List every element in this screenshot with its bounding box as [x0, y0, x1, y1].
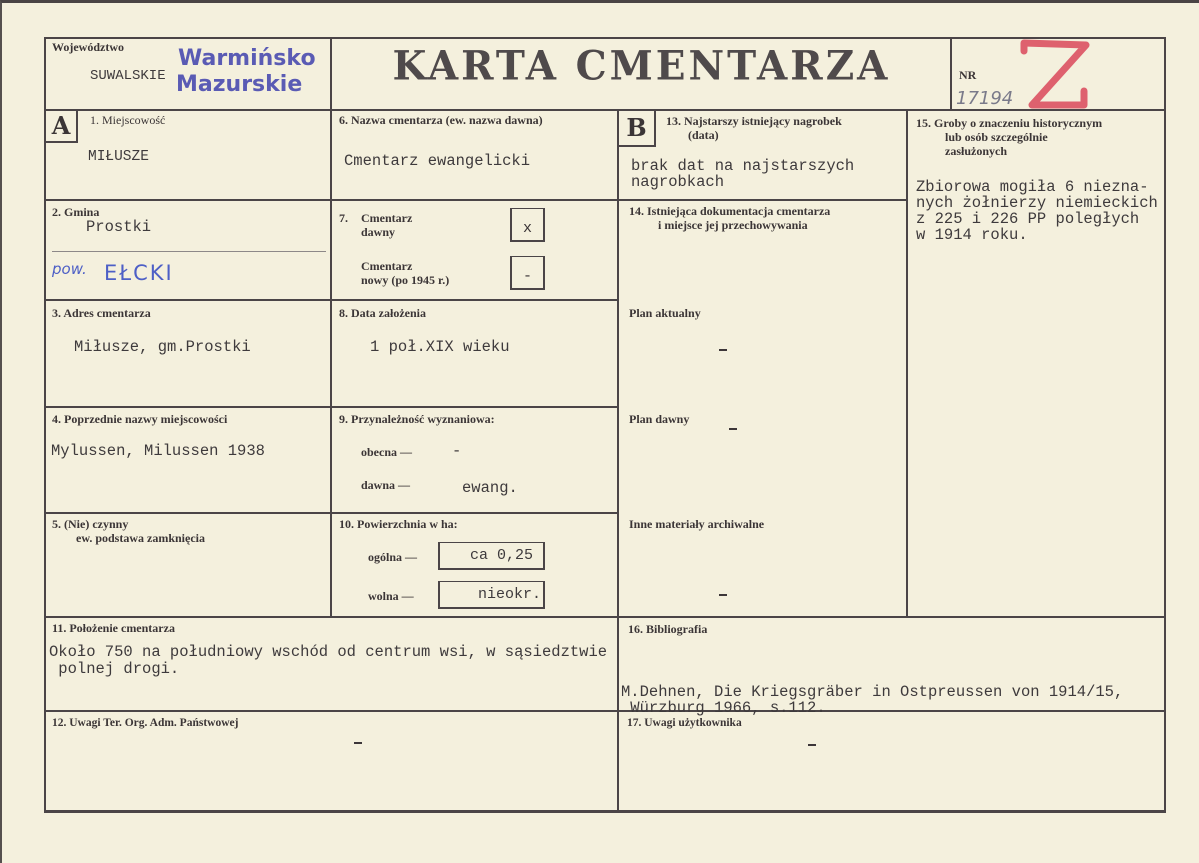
- former-plan-label: Plan dawny: [629, 412, 690, 426]
- field-11-value-line-2: polnej drogi.: [49, 660, 180, 678]
- divider: [330, 37, 332, 111]
- former-plan-value-dash: [729, 428, 737, 430]
- field-13-sublabel: (data): [688, 128, 719, 142]
- field-10-label: 10. Powierzchnia w ha:: [339, 517, 458, 531]
- field-11-value-line-1: Około 750 na południowy wschód od centrum wsi, w sąsiedztwie: [49, 643, 608, 661]
- field-6-label: 6. Nazwa cmentarza (ew. nazwa dawna): [339, 113, 543, 127]
- field-15-label: 15. Groby o znaczeniu historycznym: [916, 116, 1103, 130]
- field-15-value-line-1: Zbiorowa mogiła 6 niezna-: [916, 178, 1149, 196]
- field-15-value-line-2: nych żołnierzy niemieckich: [916, 194, 1158, 212]
- divider: [44, 299, 619, 301]
- total-area-field[interactable]: ca 0,25: [438, 542, 545, 570]
- frame-right: [1164, 37, 1166, 813]
- frame-left: [44, 37, 46, 813]
- divider: [330, 109, 332, 617]
- nr-value: 17194: [956, 88, 1014, 109]
- field-2-label: 2. Gmina: [52, 205, 100, 219]
- field-9-label: 9. Przynależność wyznaniowa:: [339, 412, 495, 426]
- field-3-value: Miłusze, gm.Prostki: [74, 338, 251, 356]
- divider: [52, 251, 326, 252]
- field-3-label: 3. Adres cmentarza: [52, 306, 151, 320]
- cemetery-old-checkbox[interactable]: x: [510, 208, 545, 242]
- current-plan-label: Plan aktualny: [629, 306, 701, 320]
- red-z-mark-icon: [1014, 39, 1094, 113]
- field-7-nowy-label-2: nowy (po 1945 r.): [361, 273, 450, 287]
- section-a-marker: A: [44, 109, 78, 143]
- free-area-field[interactable]: nieokr.: [438, 581, 545, 609]
- stamp-line-2: Mazurskie: [176, 72, 303, 97]
- field-12-value-dash: [354, 742, 362, 744]
- field-13-value-line-2: nagrobkach: [631, 173, 725, 191]
- divider: [44, 710, 1166, 712]
- field-6-value: Cmentarz ewangelicki: [344, 152, 531, 170]
- field-4-value: Mylussen, Milussen 1938: [51, 442, 265, 460]
- voivodeship-value: SUWALSKIE: [90, 68, 166, 84]
- field-7-dawny-label-2: dawny: [361, 225, 396, 239]
- field-17-value-dash: [808, 744, 816, 746]
- field-10-free-label: wolna —: [368, 589, 414, 603]
- field-4-label: 4. Poprzednie nazwy miejscowości: [52, 412, 228, 426]
- divider: [44, 109, 1166, 111]
- section-b-marker: B: [617, 109, 656, 147]
- field-9-current-label: obecna —: [361, 445, 412, 459]
- field-7-label: 7.: [339, 211, 348, 225]
- field-8-value: 1 poł.XIX wieku: [370, 338, 510, 356]
- field-15-sublabel-1: lub osób szczególnie: [945, 130, 1048, 144]
- field-8-label: 8. Data założenia: [339, 306, 426, 320]
- current-plan-value-dash: [719, 349, 727, 351]
- frame-bottom: [44, 810, 1166, 813]
- field-17-label: 17. Uwagi użytkownika: [627, 717, 742, 729]
- field-15-value-line-3: z 225 i 226 PP poległych: [916, 210, 1140, 228]
- field-13-value-line-1: brak dat na najstarszych: [631, 157, 855, 175]
- divider: [906, 109, 908, 617]
- field-2-value: Prostki: [86, 218, 152, 236]
- divider: [44, 199, 619, 201]
- field-2-hand-value: EŁCKI: [104, 261, 174, 285]
- stamp-line-1: Warmińsko: [178, 46, 316, 71]
- field-15-value-line-4: w 1914 roku.: [916, 226, 1028, 244]
- field-12-label: 12. Uwagi Ter. Org. Adm. Państwowej: [52, 717, 239, 729]
- field-14-sublabel: i miejsce jej przechowywania: [658, 218, 808, 232]
- divider: [44, 512, 619, 514]
- field-7-nowy-label-1: Cmentarz: [361, 259, 413, 273]
- field-9-former-label: dawna —: [361, 478, 411, 492]
- voivodeship-label: Województwo: [52, 40, 124, 54]
- divider: [44, 616, 1166, 618]
- field-9-former-value: ewang.: [462, 479, 518, 497]
- field-5-sublabel: ew. podstawa zamknięcia: [76, 531, 205, 545]
- field-9-current-value: -: [452, 442, 462, 460]
- field-1-label: 1. Miejscowość: [90, 113, 166, 127]
- nr-label: NR: [959, 68, 977, 82]
- cemetery-new-checkbox[interactable]: -: [510, 256, 545, 290]
- field-7-dawny-label-1: Cmentarz: [361, 211, 413, 225]
- field-16-value-line-2: Würzburg 1966, s.112.: [621, 699, 826, 717]
- divider: [617, 109, 619, 813]
- divider: [617, 199, 908, 201]
- field-5-label: 5. (Nie) czynny: [52, 517, 129, 531]
- divider: [44, 406, 619, 408]
- field-1-value: MIŁUSZE: [88, 149, 149, 165]
- other-archives-value-dash: [719, 594, 727, 596]
- page-title: KARTA CMENTARZA: [392, 42, 891, 90]
- field-15-sublabel-2: zasłużonych: [945, 144, 1008, 158]
- field-2-hand-prefix: pow.: [52, 260, 87, 278]
- field-14-label: 14. Istniejąca dokumentacja cmentarza: [629, 204, 831, 218]
- divider: [950, 37, 952, 111]
- field-10-total-label: ogólna —: [368, 550, 418, 564]
- field-11-label: 11. Położenie cmentarza: [52, 621, 175, 635]
- frame-top: [44, 37, 1166, 39]
- field-13-label: 13. Najstarszy istniejący nagrobek: [666, 114, 842, 128]
- other-archives-label: Inne materiały archiwalne: [629, 517, 765, 531]
- field-16-label: 16. Bibliografia: [628, 622, 708, 636]
- field-16-value-line-1: M.Dehnen, Die Kriegsgräber in Ostpreussen von 1914/15,: [621, 683, 1124, 701]
